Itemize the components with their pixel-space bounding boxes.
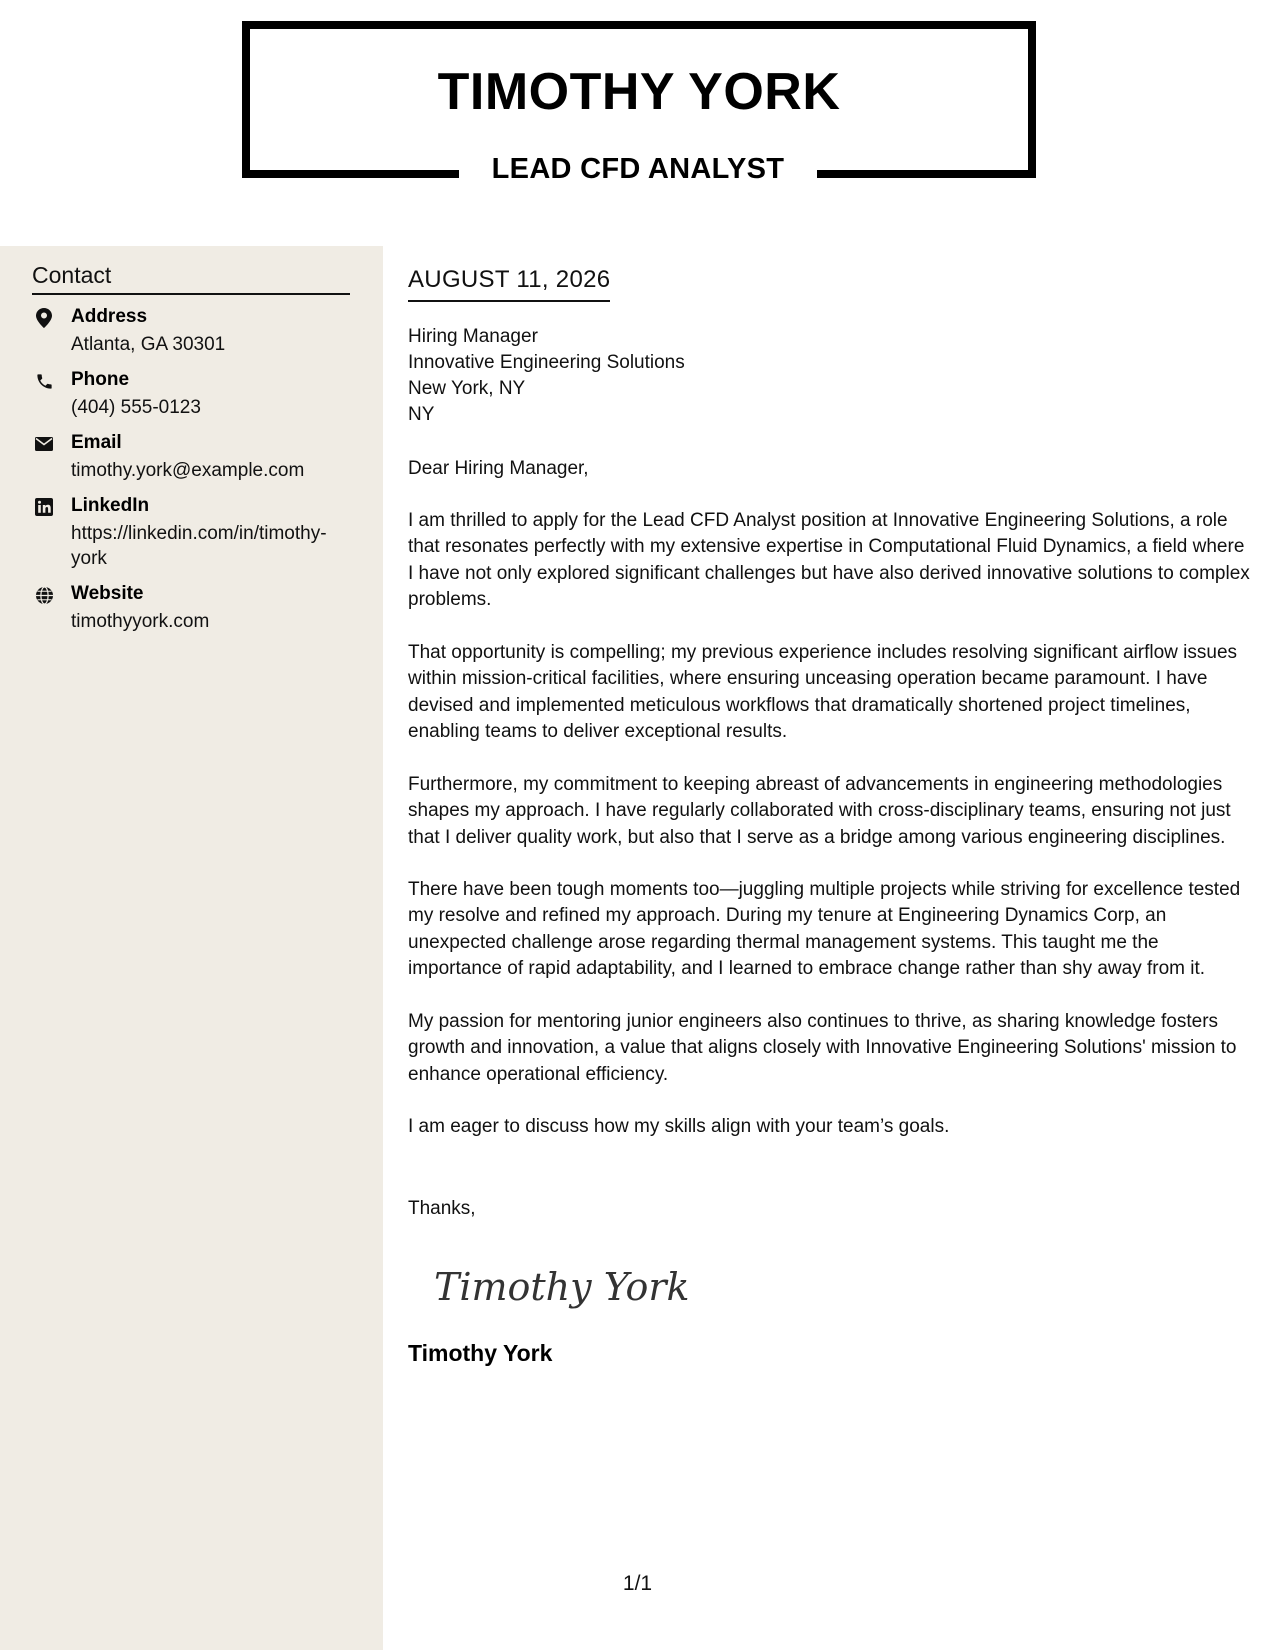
contact-value: (404) 555-0123 xyxy=(71,397,201,418)
closing: Thanks, xyxy=(408,1198,476,1219)
body-paragraph: I am thrilled to apply for the Lead CFD Analyst position at Innovative Engineering Solutions, a role that resonates perfectly with my extensive expertise in Computational Fluid Dynamics, a field where I have not only explored significant challenges but have also derived innovative solutions to complex problems. xyxy=(408,510,1250,610)
signature-text: Timothy York xyxy=(434,1265,690,1309)
signer-name: Timothy York xyxy=(408,1340,553,1366)
contact-label: Address xyxy=(71,306,148,327)
recipient-line: NY xyxy=(408,404,435,425)
letter-date: AUGUST 11, 2026 xyxy=(408,266,610,302)
recipient-line: Innovative Engineering Solutions xyxy=(408,352,685,373)
contact-label: Phone xyxy=(71,369,130,390)
header-frame-bottom-left xyxy=(242,170,459,178)
map-pin-icon xyxy=(34,308,54,328)
contact-value[interactable]: timothyyork.com xyxy=(71,611,210,632)
contact-label: Email xyxy=(71,432,122,453)
recipient-line: Hiring Manager xyxy=(408,326,538,347)
contact-heading: Contact xyxy=(32,262,350,295)
job-title: LEAD CFD ANALYST xyxy=(491,153,785,185)
salutation: Dear Hiring Manager, xyxy=(408,458,589,479)
contact-label: LinkedIn xyxy=(71,495,150,516)
header-frame-bottom-right xyxy=(817,170,1036,178)
phone-icon xyxy=(34,371,54,391)
contact-value[interactable]: https://linkedin.com/in/timothy-york xyxy=(71,523,327,569)
applicant-name: TIMOTHY YORK xyxy=(437,63,841,121)
recipient-block xyxy=(408,324,685,428)
body-paragraph: That opportunity is compelling; my previous experience includes resolving significant airflow issues within mission-critical facilities, where ensuring unceasing operation became paramount. I have devised and implemented meticulous workflows that dramatically shortened project timelines, enabling teams to deliver exceptional results. xyxy=(408,642,1238,742)
page-number: 1/1 xyxy=(622,1572,653,1595)
body-paragraph: Furthermore, my commitment to keeping abreast of advancements in engineering methodologies shapes my approach. I have regularly collaborated with cross-disciplinary teams, ensuring not just that I deliver quality work, but also that I serve as a bridge among various engineering disciplines. xyxy=(408,774,1231,848)
body-paragraph: There have been tough moments too—juggling multiple projects while striving for excellence tested my resolve and refined my approach. During my tenure at Engineering Dynamics Corp, an unexpected challenge arose regarding thermal management systems. This taught me the importance of rapid adaptability, and I learned to embrace change rather than shy away from it. xyxy=(408,879,1241,979)
contact-label: Website xyxy=(71,583,144,604)
contact-value: timothy.york@example.com xyxy=(71,460,305,481)
globe-icon xyxy=(34,585,54,605)
body-paragraph: My passion for mentoring junior engineers also continues to thrive, as sharing knowledge fosters growth and innovation, a value that aligns closely with Innovative Engineering Solutions' mission to enhance operational efficiency. xyxy=(408,1011,1237,1085)
contact-value: Atlanta, GA 30301 xyxy=(71,334,226,355)
body-paragraph: I am eager to discuss how my skills align with your team’s goals. xyxy=(408,1116,950,1137)
handwritten-signature xyxy=(430,1248,690,1328)
recipient-line: New York, NY xyxy=(408,378,526,399)
envelope-icon xyxy=(34,434,54,454)
linkedin-icon xyxy=(34,497,54,517)
contact-sidebar xyxy=(0,246,383,1650)
